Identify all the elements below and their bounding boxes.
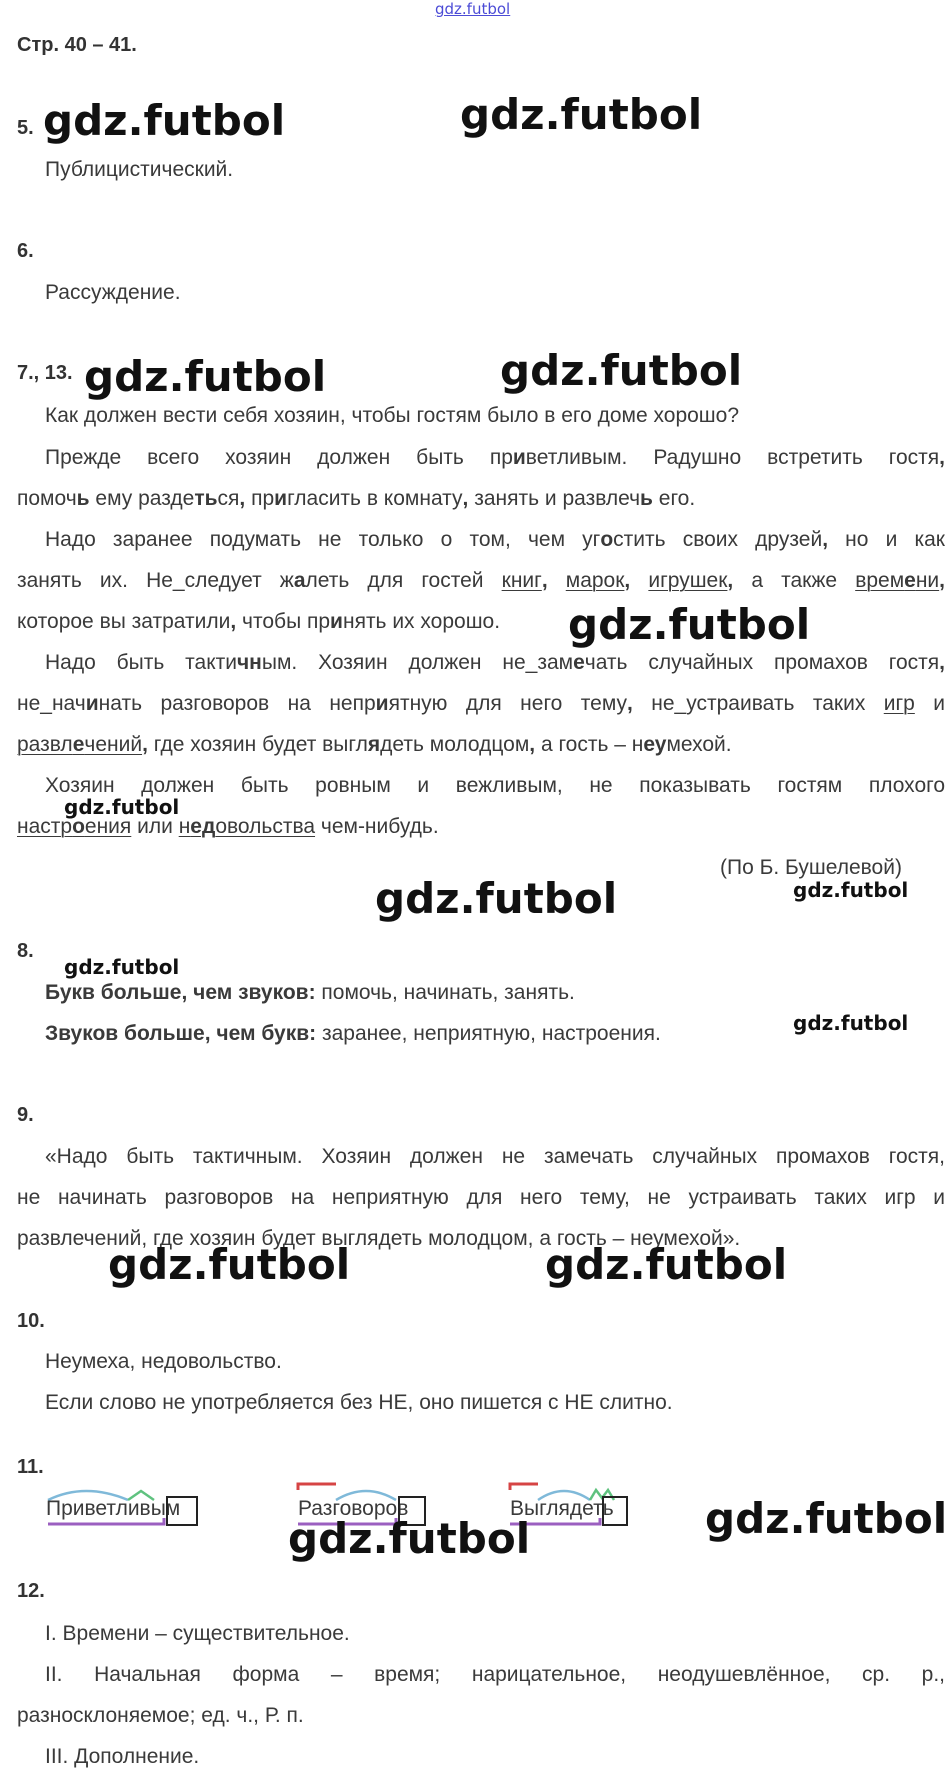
task-12-line-3: разносклоняемое; ед. ч., Р. п. (17, 1704, 304, 1727)
task-5-answer: Публицистический. (45, 158, 234, 181)
task-7-line-4: занять их. Не_следует жалеть для гостей книг, марок, игрушек, а также времени, (17, 569, 945, 592)
task-7-line-5: которое вы затратили, чтобы принять их хорошо. (17, 610, 501, 633)
watermark: gdz.futbol (793, 1011, 909, 1035)
task-10-line-2: Если слово не употребляется без НЕ, оно пишется с НЕ слитно. (45, 1391, 673, 1414)
task-8-number: 8. (17, 940, 34, 962)
task-11-number: 11. (17, 1456, 44, 1478)
task-9-line-1: «Надо быть тактичным. Хозяин должен не замечать случайных промахов гостя, (45, 1145, 945, 1168)
task-6-answer: Рассуждение. (45, 281, 181, 304)
task-8-line-b (45, 1022, 661, 1046)
task-7-line-3: Надо заранее подумать не только о том, чем угостить своих друзей, но и как (45, 528, 945, 551)
task-12-number: 12. (17, 1580, 45, 1602)
task-8-label-a: Букв больше, чем звуков: (45, 981, 316, 1004)
task-12-line-2: II. Начальная форма – время; нарицательное, неодушевлённое, ср. р., (45, 1663, 945, 1686)
page-header: Стр. 40 – 41. (17, 34, 137, 56)
watermark: gdz.futbol (500, 346, 743, 395)
watermark: gdz.futbol (460, 90, 703, 139)
task-5-number: 5. (17, 117, 34, 139)
task-7-line-1: Прежде всего хозяин должен быть приветливым. Радушно встретить гостя, (45, 446, 945, 469)
watermark: gdz.futbol (64, 955, 180, 979)
watermark: gdz.futbol (545, 1240, 788, 1289)
task-9-line-2: не начинать разговоров на неприятную для него тему, не устраивать таких игр и (17, 1186, 945, 1209)
task-8-line-a (45, 981, 575, 1005)
morpheme-word-3-text: Выглядеть (510, 1497, 614, 1520)
watermark: gdz.futbol (84, 352, 327, 401)
watermark: gdz.futbol (108, 1240, 351, 1289)
watermark: gdz.futbol (705, 1494, 948, 1543)
morpheme-word-1-text: Приветливым (46, 1497, 181, 1520)
task-12-line-1: I. Времени – существительное. (45, 1622, 350, 1645)
watermark: gdz.futbol (793, 878, 909, 902)
task-12-line-4: III. Дополнение. (45, 1745, 200, 1768)
task-8-label-b: Звуков больше, чем букв: (45, 1022, 317, 1045)
ending-box-3 (602, 1496, 628, 1526)
task-7-line-9: Хозяин должен быть ровным и вежливым, не показывать гостям плохого (45, 774, 945, 797)
watermark: gdz.futbol (375, 874, 618, 923)
task-7-line-8: развлечений, где хозяин будет выглядеть молодцом, а гость – неумехой. (17, 733, 732, 756)
task-9-number: 9. (17, 1104, 34, 1126)
task-7-source: (По Б. Бушелевой) (720, 856, 902, 879)
task-10-number: 10. (17, 1310, 45, 1332)
morpheme-word-2-text: Разговоров (298, 1497, 409, 1520)
task-8-text-b: заранее, неприятную, настроения. (316, 1022, 661, 1045)
watermark: gdz.futbol (288, 1514, 531, 1563)
task-7-number: 7., 13. (17, 362, 73, 384)
task-7-line-2: помочь ему раздеться, пригласить в комнату, занять и развлечь его. (17, 487, 696, 510)
task-7-line-10: настроения или недовольства чем-нибудь. (17, 815, 439, 838)
watermark: gdz.futbol (64, 795, 180, 819)
task-10-line-1: Неумеха, недовольство. (45, 1350, 282, 1373)
watermark-top: gdz.futbol (435, 0, 511, 18)
task-6-number: 6. (17, 240, 34, 262)
task-9-line-3: развлечений, где хозяин будет выглядеть молодцом, а гость – неумехой». (17, 1227, 741, 1250)
task-7-line-6: Надо быть тактичным. Хозяин должен не_замечать случайных промахов гостя, (45, 651, 945, 674)
ending-box-1 (166, 1496, 198, 1526)
task-7-line-7: не_начинать разговоров на неприятную для него тему, не_устраивать таких игр и (17, 692, 945, 715)
task-7-question: Как должен вести себя хозяин, чтобы гостям было в его доме хорошо? (45, 404, 740, 427)
watermark: gdz.futbol (568, 600, 811, 649)
watermark: gdz.futbol (43, 96, 286, 145)
task-8-text-a: помочь, начинать, занять. (315, 981, 575, 1004)
morpheme-word-1 (40, 1480, 215, 1530)
